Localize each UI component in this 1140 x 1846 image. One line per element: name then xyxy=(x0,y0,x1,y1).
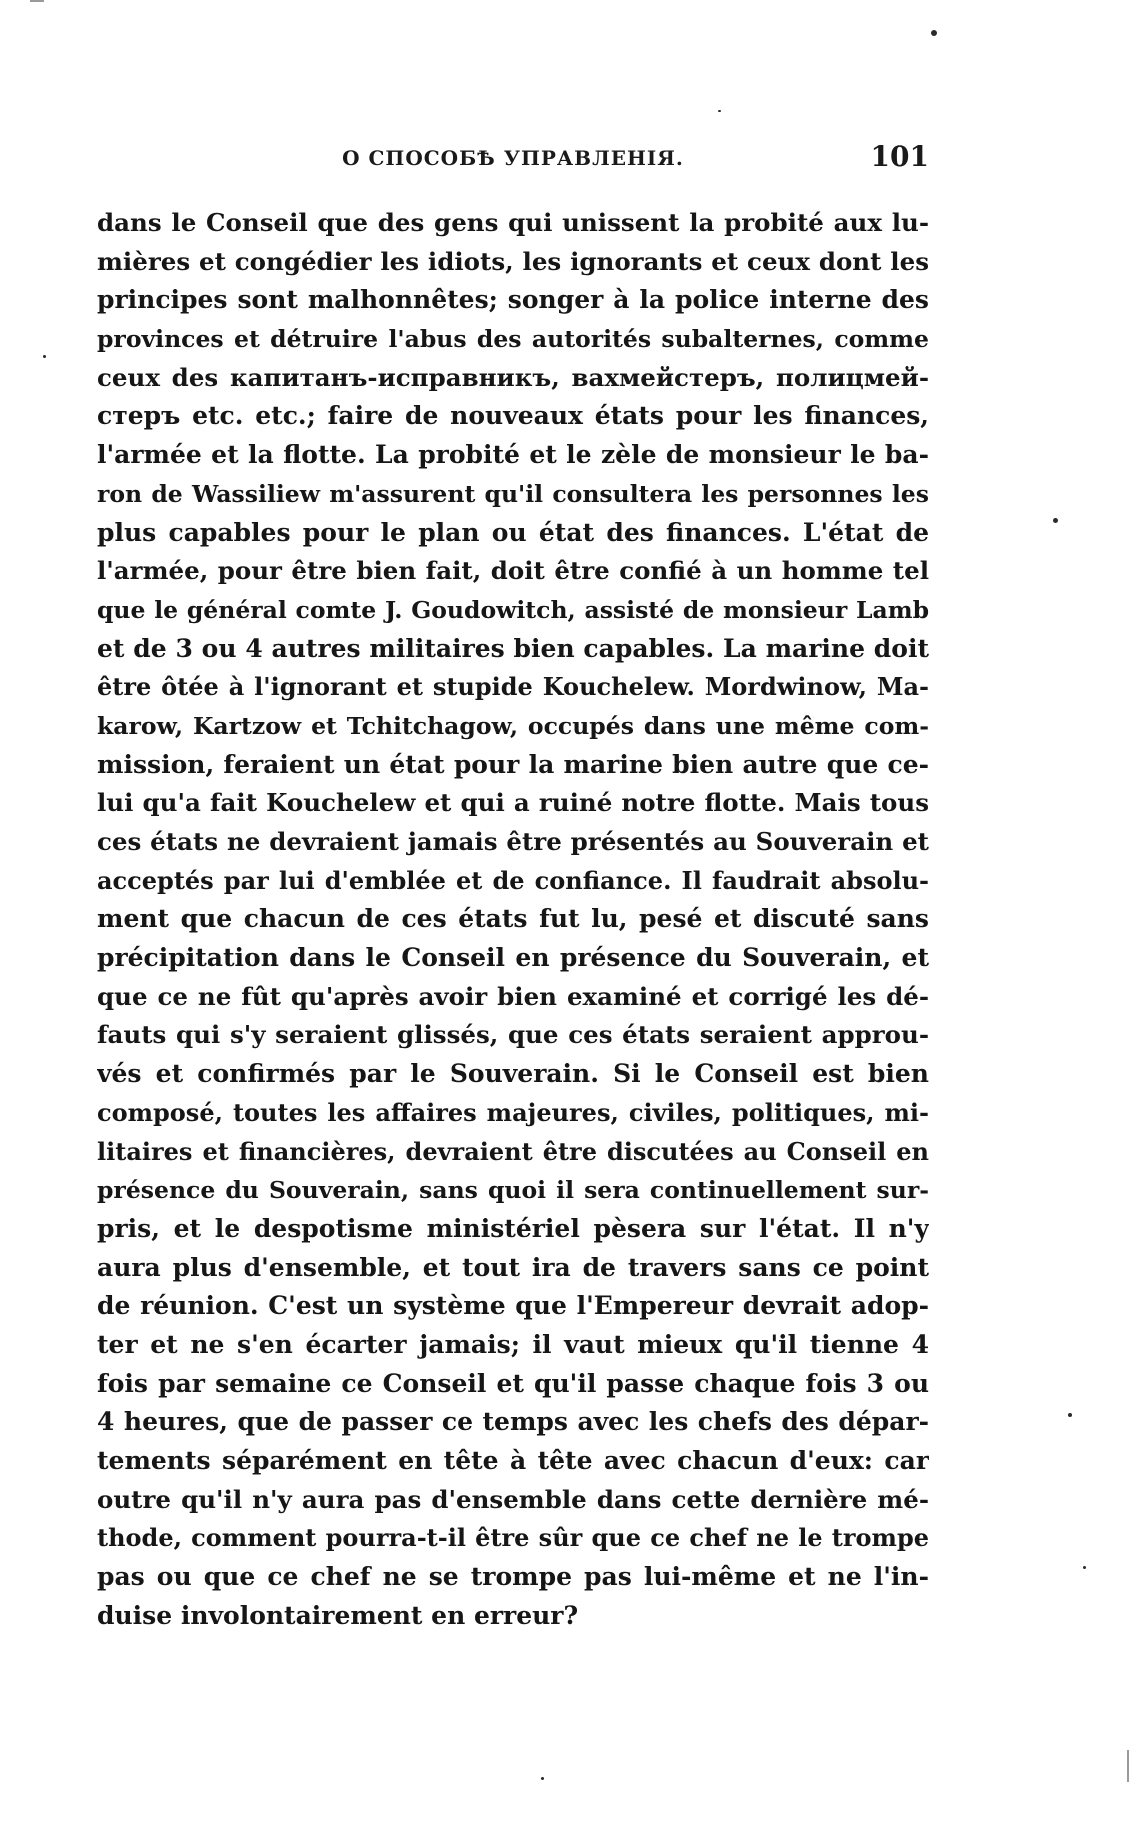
page-number: 101 xyxy=(870,140,929,173)
text-line: plus capables pour le plan ou état des finances. L'état de xyxy=(97,517,929,547)
text-line: principes sont malhonnêtes; songer à la police interne des xyxy=(97,285,929,315)
text-line: duise involontairement en erreur? xyxy=(97,1600,579,1630)
text-line: outre qu'il n'y aura pas d'ensemble dans cette dernière mé- xyxy=(97,1484,929,1514)
scan-edge-mark xyxy=(1127,1750,1129,1782)
text-line: karow, Kartzow et Tchitchagow, occupés dans une même com- xyxy=(97,711,929,740)
text-line: l'armée, pour être bien fait, doit être confié à un homme tel xyxy=(97,556,929,586)
scan-speck xyxy=(718,110,721,112)
text-line: fauts qui s'y seraient glissés, que ces états seraient approu- xyxy=(97,1020,929,1050)
text-line: l'armée et la flotte. La probité et le zèle de monsieur le ba- xyxy=(97,440,929,470)
scan-speck xyxy=(1053,518,1058,523)
text-line: lui qu'a fait Kouchelew et qui a ruiné notre flotte. Mais tous xyxy=(97,788,929,818)
text-line: ces états ne devraient jamais être présentés au Souverain et xyxy=(97,827,929,856)
text-line: ceux des капитанъ-исправникъ, вахмейстеръ, полицмей- xyxy=(97,362,929,392)
text-line: thode, comment pourra-t-il être sûr que ce chef ne le trompe xyxy=(97,1523,929,1553)
scan-edge-mark xyxy=(30,0,44,2)
text-line: aura plus d'ensemble, et tout ira de travers sans ce point xyxy=(97,1252,929,1282)
text-line: et de 3 ou 4 autres militaires bien capables. La marine doit xyxy=(97,633,929,663)
text-line: стеръ etc. etc.; faire de nouveaux états pour les finances, xyxy=(97,401,929,431)
text-line: de réunion. C'est un système que l'Empereur devrait adop- xyxy=(97,1291,929,1321)
text-line: être ôtée à l'ignorant et stupide Kouchelew. Mordwinow, Ma- xyxy=(97,672,929,702)
text-line: vés et confirmés par le Souverain. Si le Conseil est bien xyxy=(97,1059,929,1089)
text-line: acceptés par lui d'emblée et de confiance. Il faudrait absolu- xyxy=(97,865,929,895)
text-line: dans le Conseil que des gens qui unissent la probité aux lu- xyxy=(97,208,929,237)
text-line: que ce ne fût qu'après avoir bien examiné et corrigé les dé- xyxy=(97,981,929,1011)
text-line: pas ou que ce chef ne se trompe pas lui-même et ne l'in- xyxy=(97,1562,929,1592)
text-line: mières et congédier les idiots, les ignorants et ceux dont les xyxy=(97,246,929,276)
text-line: ron de Wassiliew m'assurent qu'il consultera les personnes les xyxy=(97,479,929,508)
text-line: ter et ne s'en écarter jamais; il vaut mieux qu'il tienne 4 xyxy=(97,1329,929,1359)
text-line: mission, feraient un état pour la marine bien autre que ce- xyxy=(97,749,929,779)
text-line: litaires et financières, devraient être discutées au Conseil en xyxy=(97,1136,929,1166)
page-header xyxy=(97,140,929,180)
text-line: ment que chacun de ces états fut lu, pesé et discuté sans xyxy=(97,904,929,934)
text-line: tements séparément en tête à tête avec chacun d'eux: car xyxy=(97,1446,929,1475)
text-line: présence du Souverain, sans quoi il sera continuellement sur- xyxy=(97,1176,929,1205)
body-text xyxy=(97,204,929,1635)
running-head: О СПОСОБѢ УПРАВЛЕНІЯ. xyxy=(342,146,684,170)
text-line: pris, et le despotisme ministériel pèsera sur l'état. Il n'y xyxy=(97,1213,929,1243)
scan-speck xyxy=(43,355,46,358)
text-line: 4 heures, que de passer ce temps avec les chefs des dépar- xyxy=(97,1407,929,1437)
text-line: provinces et détruire l'abus des autorités subalternes, comme xyxy=(97,325,929,354)
scan-speck xyxy=(1068,1413,1072,1417)
scan-speck xyxy=(1083,1566,1086,1569)
scan-speck xyxy=(541,1777,544,1780)
scan-speck xyxy=(931,30,937,36)
text-line: composé, toutes les affaires majeures, civiles, politiques, mi- xyxy=(97,1097,929,1127)
text-line: fois par semaine ce Conseil et qu'il passe chaque fois 3 ou xyxy=(97,1368,929,1398)
text-line: précipitation dans le Conseil en présence du Souverain, et xyxy=(97,943,929,973)
text-line: que le général comte J. Goudowitch, assisté de monsieur Lamb xyxy=(97,595,929,624)
